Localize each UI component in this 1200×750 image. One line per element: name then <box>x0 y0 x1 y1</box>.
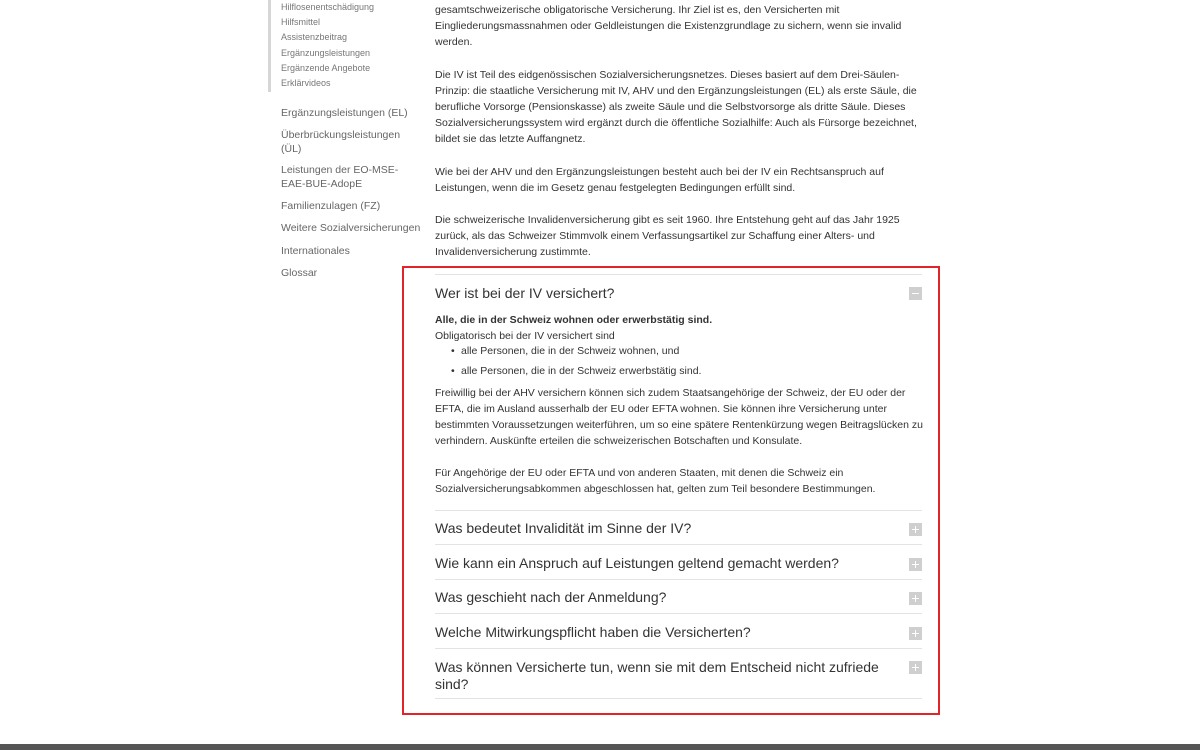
sidebar-item-ueberbrueckungsleistungen[interactable]: Überbrückungsleistungen (ÜL) <box>281 129 401 155</box>
footer-bar <box>0 744 1200 750</box>
plus-icon[interactable] <box>909 558 922 571</box>
list-item: • alle Personen, die in der Schweiz erwerbstätig sind. <box>461 365 701 377</box>
sidebar-item-glossar[interactable]: Glossar <box>281 267 318 279</box>
sidebar-item-familienzulagen[interactable]: Familienzulagen (FZ) <box>281 200 381 212</box>
sidebar-subitem-ergaenzungsleistungen[interactable]: Ergänzungsleistungen <box>281 48 371 58</box>
sidebar-subitem-hilfsmittel[interactable]: Hilfsmittel <box>281 17 321 27</box>
intro-paragraph-3: Wie bei der AHV und den Ergänzungsleistungen besteht auch bei der IV ein Rechtsanspruch auf Leistungen, wenn die im Gesetz genau festgelegten Bedingungen erfüllt sind. <box>435 166 884 194</box>
sidebar-item-ergaenzungsleistungen[interactable]: Ergänzungsleistungen (EL) <box>281 107 408 119</box>
sidebar-item-internationales[interactable]: Internationales <box>281 245 350 257</box>
sidebar-subitem-erklaervideos[interactable]: Erklärvideos <box>281 78 331 88</box>
accordion-divider <box>435 579 922 580</box>
sidebar-item-weitere-sozialversicherungen[interactable]: Weitere Sozialversicherungen <box>281 222 421 234</box>
plus-icon[interactable] <box>909 523 922 536</box>
intro-paragraph-4: Die schweizerische Invalidenversicherung gibt es seit 1960. Ihre Entstehung geht auf das Jahr 1925 zurück, als das Schweizer Stimmvolk einem Verfassungsartikel zur Schaffung einer Alters- und Invalidenversicherung zustimmte. <box>435 214 900 258</box>
accordion-lead: Alle, die in der Schweiz wohnen oder erwerbstätig sind. <box>435 314 713 326</box>
sidebar-subitem-hilflosenentschaedigung[interactable]: Hilflosenentschädigung <box>281 2 375 12</box>
sidebar-subitem-ergaenzende-angebote[interactable]: Ergänzende Angebote <box>281 63 371 73</box>
intro-paragraph-1: gesamtschweizerische obligatorische Versicherung. Ihr Ziel ist es, den Versicherten mit Eingliederungsmassnahmen oder Geldleistungen die Existenzgrundlage zu sichern, wenn sie invalid werden. <box>435 4 902 48</box>
accordion-divider <box>435 698 922 699</box>
plus-icon[interactable] <box>909 592 922 605</box>
accordion-title-invaliditaet[interactable]: Was bedeutet Invalidität im Sinne der IV? <box>435 520 692 536</box>
accordion-divider <box>435 544 922 545</box>
accordion-divider <box>435 274 922 275</box>
accordion-title-mitwirkungspflicht[interactable]: Welche Mitwirkungspflicht haben die Versicherten? <box>435 624 751 640</box>
accordion-divider <box>435 510 922 511</box>
accordion-paragraph-2: Für Angehörige der EU oder EFTA und von anderen Staaten, mit denen die Schweiz ein Sozialversicherungsabkommen abgeschlossen hat, gelten zum Teil besondere Bestimmungen. <box>435 467 876 495</box>
minus-icon[interactable] <box>909 287 922 300</box>
sidebar-item-leistungen-eo[interactable]: Leistungen der EO-MSE-EAE-BUE-AdopE <box>281 164 399 190</box>
accordion-paragraph-1: Freiwillig bei der AHV versichern können sich zudem Staatsangehörige der Schweiz, der EU oder der EFTA, die im Ausland ausserhalb der EU oder EFTA wohnen. Sie können ihre Versicherung unter bestimmten Voraussetzungen weiterführen, um so eine spätere Rentenkürzung wegen Beitragslücken zu verhindern. Auskünfte erteilen die schweizerischen Botschaften und Konsulate. <box>435 387 923 447</box>
intro-paragraph-2: Die IV ist Teil des eidgenössischen Sozialversicherungsnetzes. Dieses basiert auf dem Drei-Säulen-Prinzip: die staatliche Versicherung mit IV, AHV und den Ergänzungsleistungen (EL) als erste Säule, die berufliche Vorsorge (Pensionskasse) als zweite Säule und die Selbstvorsorge als dritte Säule. Dieses Sozialversicherungssystem wird ergänzt durch die öffentliche Sozialhilfe: Auch als Fürsorge bezeichnet, bildet sie das letzte Auffangnetz. <box>435 69 917 145</box>
accordion-title-anspruch[interactable]: Wie kann ein Anspruch auf Leistungen geltend gemacht werden? <box>435 555 839 571</box>
sidebar-subitem-assistenzbeitrag[interactable]: Assistenzbeitrag <box>281 32 348 42</box>
accordion-divider <box>435 613 922 614</box>
list-item: • alle Personen, die in der Schweiz wohnen, und <box>461 345 679 357</box>
accordion-sublead: Obligatorisch bei der IV versichert sind <box>435 330 615 342</box>
plus-icon[interactable] <box>909 627 922 640</box>
accordion-title-wer-ist-versichert[interactable]: Wer ist bei der IV versichert? <box>435 285 615 301</box>
accordion-title-entscheid[interactable]: Was können Versicherte tun, wenn sie mit dem Entscheid nicht zufriede sind? <box>435 659 879 692</box>
accordion-divider <box>435 648 922 649</box>
plus-icon[interactable] <box>909 661 922 674</box>
accordion-title-anmeldung[interactable]: Was geschieht nach der Anmeldung? <box>435 589 667 605</box>
